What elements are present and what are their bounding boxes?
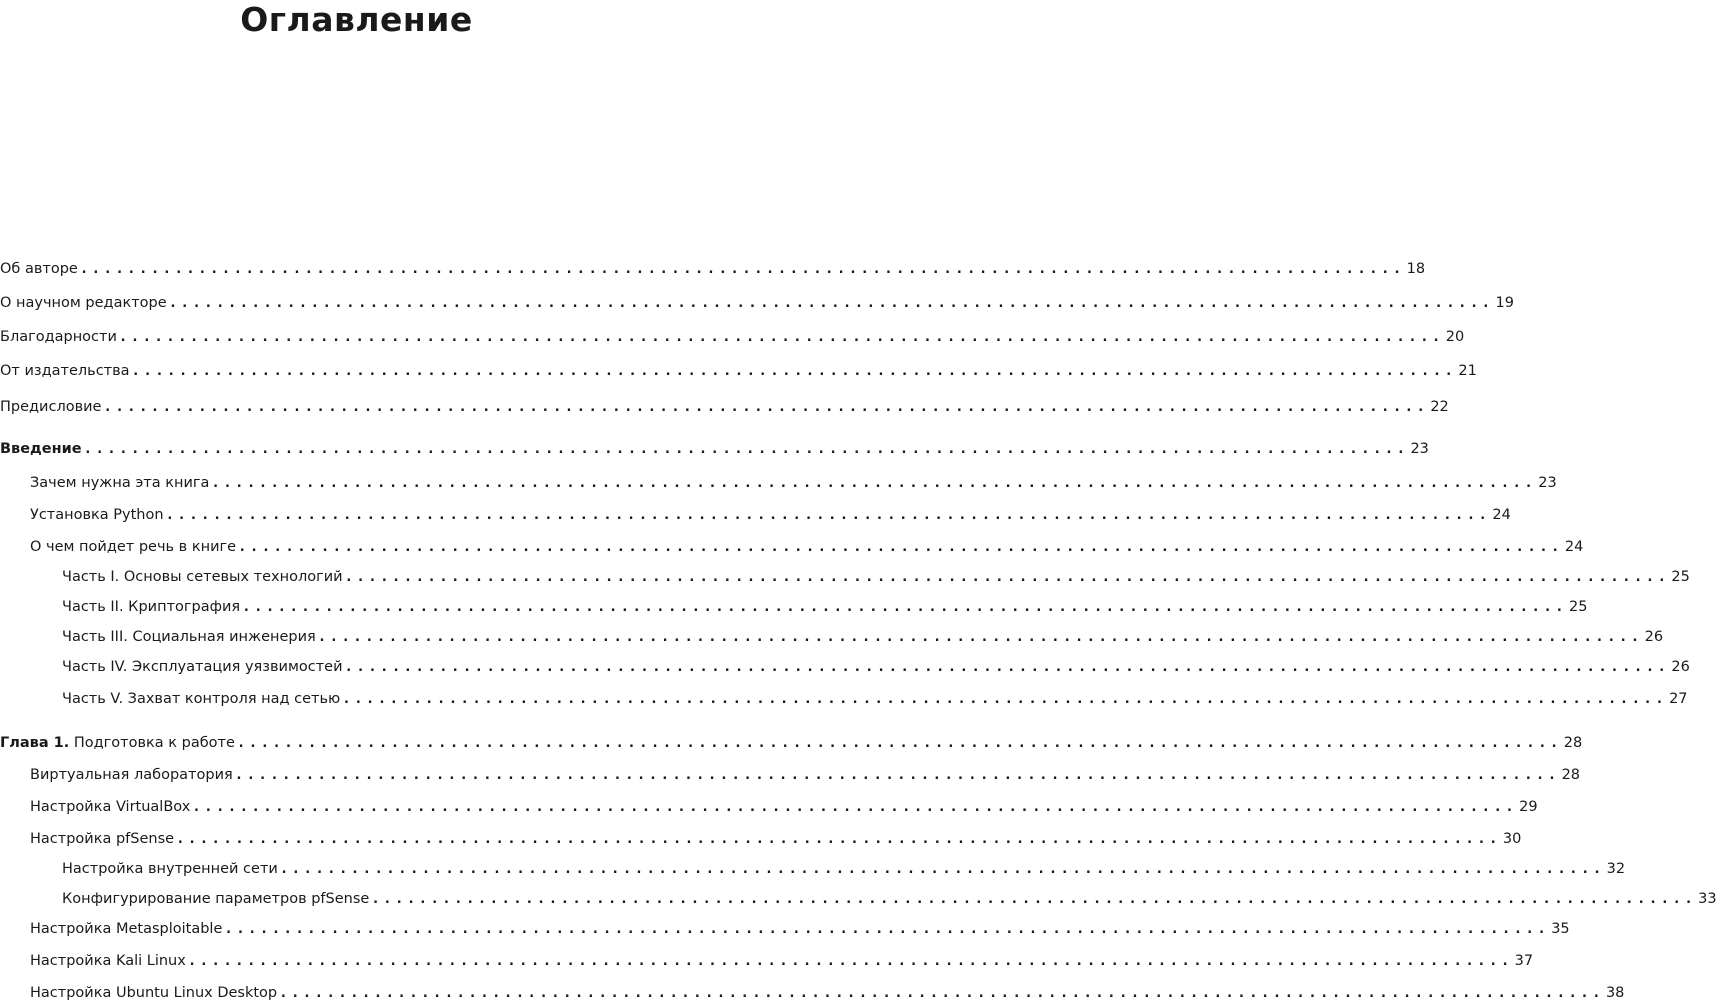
- toc-entry-text: Часть I. Основы сетевых технологий: [62, 569, 343, 585]
- toc-leader-dots: ................................................................................................................: [317, 629, 1643, 645]
- toc-entry-title: [0, 362, 132, 380]
- toc-entry-title: [62, 860, 280, 878]
- toc-page-number: 32: [1606, 861, 1626, 877]
- toc-entry-title: [0, 398, 103, 416]
- toc-entry: [0, 356, 1477, 380]
- toc-entry: [0, 434, 1429, 458]
- toc-entry-text: Конфигурирование параметров pfSense: [62, 891, 370, 907]
- toc-page-number: 20: [1445, 329, 1465, 345]
- toc-entry-text: От издательства: [0, 363, 130, 379]
- toc-page-number: 38: [1605, 985, 1625, 1001]
- toc-entry-title: [0, 260, 80, 278]
- toc-leader-dots: ................................................................................................................: [344, 569, 1670, 585]
- toc-entry: [30, 532, 1584, 556]
- toc-entry-text: Настройка Kali Linux: [30, 953, 186, 969]
- toc-entry-text: Настройка Metasploitable: [30, 921, 223, 937]
- toc-entry: [62, 562, 1690, 586]
- toc-leader-dots: ................................................................................................................: [342, 691, 1668, 707]
- toc-leader-dots: ................................................................................................................: [103, 399, 1429, 415]
- toc-page-number: 22: [1430, 399, 1449, 415]
- toc-page-number: 21: [1458, 363, 1477, 379]
- toc-leader-dots: ................................................................................................................: [236, 735, 1562, 751]
- toc-entry-title: [30, 766, 235, 784]
- toc-leader-dots: ................................................................................................................: [168, 295, 1494, 311]
- toc-leader-dots: ................................................................................................................: [242, 599, 1567, 615]
- toc-entry-text: Об авторе: [0, 261, 78, 277]
- toc-entry-title: [62, 890, 371, 908]
- toc-entry: [0, 392, 1449, 416]
- toc-entry: [62, 884, 1717, 908]
- toc-page-number: 35: [1551, 921, 1570, 937]
- toc-page-number: 26: [1644, 629, 1664, 645]
- toc-leader-dots: ................................................................................................................: [165, 507, 1491, 523]
- toc-entry-text: Часть II. Криптография: [62, 599, 241, 615]
- toc-leader-dots: ................................................................................................................: [279, 861, 1605, 877]
- toc-entry-title: [30, 920, 224, 938]
- toc-entry-title: [62, 628, 318, 646]
- toc-page-number: 25: [1568, 599, 1588, 615]
- toc-leader-dots: ................................................................................................................: [211, 475, 1537, 491]
- toc-leader-dots: ................................................................................................................: [238, 539, 1563, 555]
- toc-entry: [0, 288, 1514, 312]
- toc-leader-dots: ................................................................................................................: [344, 659, 1670, 675]
- toc-entry-text: Установка Python: [30, 507, 164, 523]
- toc-leader-dots: ................................................................................................................: [234, 767, 1560, 783]
- toc-leader-dots: ................................................................................................................: [131, 363, 1457, 379]
- toc-entry-label: Введение: [0, 441, 82, 457]
- toc-leader-dots: ................................................................................................................: [224, 921, 1550, 937]
- toc-entry-text: Настройка внутренней сети: [62, 861, 278, 877]
- toc-leader-dots: ................................................................................................................: [371, 891, 1697, 907]
- toc-page-number: 25: [1671, 569, 1690, 585]
- toc-entry: [30, 914, 1570, 938]
- toc-leader-dots: ................................................................................................................: [79, 261, 1405, 277]
- toc-entry-text: Предисловие: [0, 399, 102, 415]
- toc-page-number: 27: [1669, 691, 1688, 707]
- toc-entry: [30, 792, 1538, 816]
- toc-entry: [62, 684, 1688, 708]
- toc-entry-text: Настройка VirtualBox: [30, 799, 191, 815]
- toc-entry: [62, 592, 1588, 616]
- toc-entry-title: [0, 734, 237, 752]
- toc-entry-title: [30, 830, 176, 848]
- toc-entry-text: Настройка pfSense: [30, 831, 175, 847]
- toc-entry-title: [30, 506, 166, 524]
- toc-entry-title: [62, 568, 345, 586]
- toc-entry: [62, 652, 1690, 676]
- toc-leader-dots: ................................................................................................................: [279, 985, 1604, 1001]
- toc-entry: [30, 468, 1557, 492]
- toc-leader-dots: ................................................................................................................: [192, 799, 1518, 815]
- toc-entry-text: Настройка Ubuntu Linux Desktop: [30, 985, 278, 1001]
- toc-entry: [30, 824, 1522, 848]
- toc-entry-title: [30, 538, 238, 556]
- toc-entry-text: Подготовка к работе: [69, 735, 235, 751]
- toc-entry-text: Часть IV. Эксплуатация уязвимостей: [62, 659, 343, 675]
- toc-page-number: 28: [1561, 767, 1581, 783]
- toc-entry-title: [30, 952, 188, 970]
- toc-entry-title: [30, 798, 192, 816]
- page-title: Оглавление: [240, 0, 473, 39]
- toc-page-number: 28: [1563, 735, 1583, 751]
- toc-entry: [62, 854, 1626, 878]
- toc-page-number: 30: [1502, 831, 1522, 847]
- toc-entry-title: [62, 658, 345, 676]
- toc-page-number: 18: [1406, 261, 1426, 277]
- toc-entry-text: Часть III. Социальная инженерия: [62, 629, 316, 645]
- toc-page-number: 26: [1671, 659, 1690, 675]
- toc-leader-dots: ................................................................................................................: [83, 441, 1409, 457]
- toc-entry: [30, 978, 1625, 1002]
- toc-entry-text: Благодарности: [0, 329, 117, 345]
- toc-entry-title: [62, 690, 342, 708]
- toc-entry: [30, 500, 1511, 524]
- toc-entry-text: Виртуальная лаборатория: [30, 767, 233, 783]
- toc-entry: [0, 322, 1465, 346]
- toc-leader-dots: ................................................................................................................: [118, 329, 1444, 345]
- toc-entry-title: [30, 474, 211, 492]
- toc-entry-title: [0, 294, 169, 312]
- toc-page-number: 19: [1495, 295, 1514, 311]
- toc-entry-title: [30, 984, 279, 1002]
- toc-entry-text: О научном редакторе: [0, 295, 167, 311]
- toc-entry: [62, 622, 1664, 646]
- toc-page-number: 23: [1538, 475, 1557, 491]
- toc-entry: [30, 760, 1581, 784]
- toc-page-number: 24: [1492, 507, 1511, 523]
- toc-entry-title: [0, 328, 119, 346]
- toc-entry: [0, 728, 1583, 752]
- toc-leader-dots: ................................................................................................................: [176, 831, 1501, 847]
- toc-leader-dots: ................................................................................................................: [187, 953, 1513, 969]
- toc-entry: [0, 254, 1426, 278]
- toc-page-number: 23: [1410, 441, 1429, 457]
- toc-page-number: 24: [1564, 539, 1584, 555]
- toc-entry-title: [0, 440, 84, 458]
- toc-entry-text: Часть V. Захват контроля над сетью: [62, 691, 341, 707]
- toc-entry-text: Зачем нужна эта книга: [30, 475, 210, 491]
- toc-page-number: 37: [1514, 953, 1534, 969]
- toc-entry-text: О чем пойдет речь в книге: [30, 539, 237, 555]
- toc-page-number: 29: [1519, 799, 1538, 815]
- toc-entry-label: Глава 1.: [0, 735, 70, 751]
- toc-page-number: 33: [1698, 891, 1717, 907]
- toc-entry-title: [62, 598, 242, 616]
- toc-entry: [30, 946, 1534, 970]
